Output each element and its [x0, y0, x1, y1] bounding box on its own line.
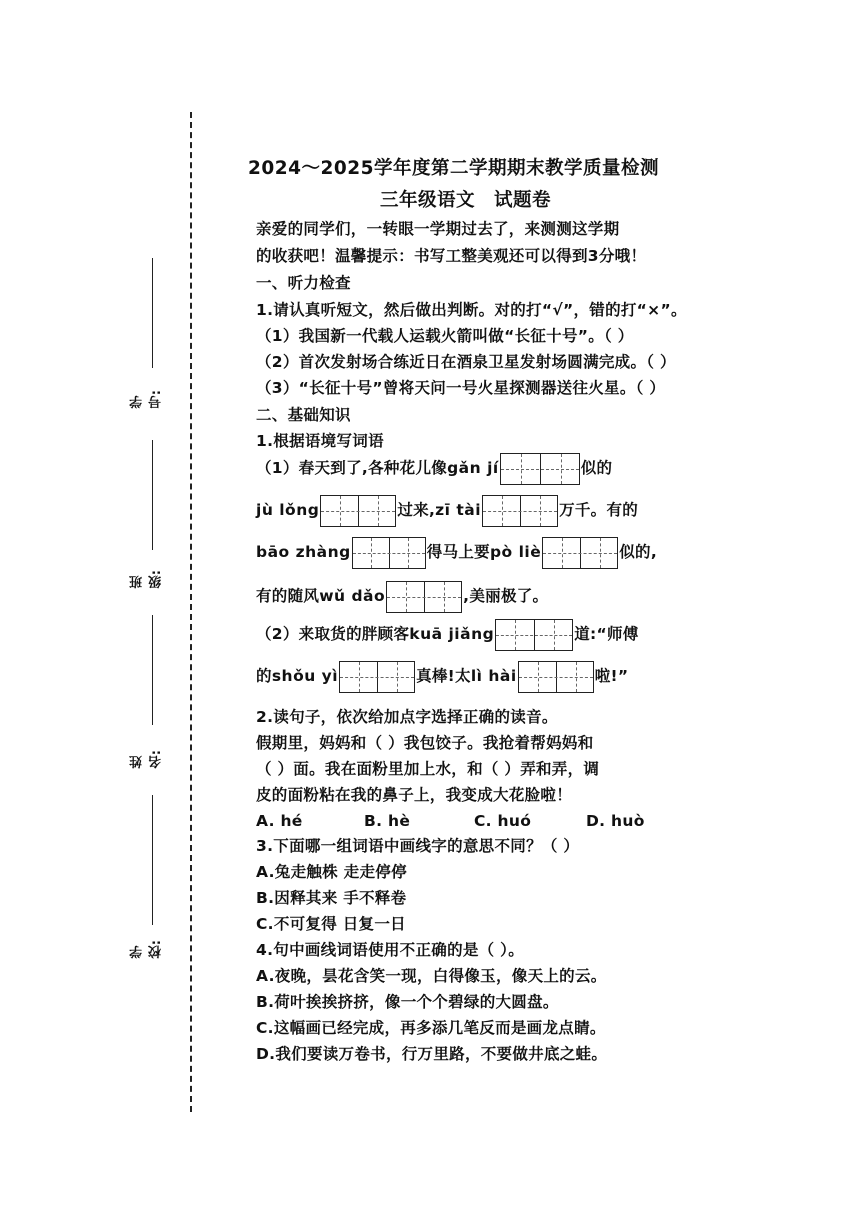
- word-line-4: [256, 580, 548, 613]
- writing-grid[interactable]: [339, 661, 415, 693]
- section-2-heading: 二、基础知识: [256, 406, 351, 424]
- writing-grid[interactable]: [352, 537, 426, 569]
- writing-grid[interactable]: [386, 581, 462, 613]
- q4-option-b: B.荷叶挨挨挤挤，像一个个碧绿的大圆盘。: [256, 993, 559, 1011]
- text: 道:“师傅: [574, 625, 639, 643]
- listening-item-2: （2）首次发射场合练近日在酒泉卫星发射场圆满完成。（ ）: [256, 353, 676, 371]
- basics-q4-title: 4.句中画线词语使用不正确的是（ ）。: [256, 941, 525, 959]
- pinyin: bāo zhàng: [256, 543, 351, 561]
- writing-grid[interactable]: [518, 661, 594, 693]
- text: 过来,: [397, 501, 436, 519]
- xuehao-blank[interactable]: [152, 258, 153, 368]
- basics-q3-title: 3.下面哪一组词语中画线字的意思不同？（ ）: [256, 837, 580, 855]
- q3-option-c: C.不可复得 日复一日: [256, 915, 406, 933]
- writing-grid[interactable]: [320, 495, 396, 527]
- text: （2）来取货的胖顾客: [256, 625, 410, 643]
- intro-line-1: 亲爱的同学们，一转眼一学期过去了，来测测这学期: [256, 220, 620, 238]
- binding-dashed-line: [190, 112, 192, 1112]
- text: 似的: [580, 459, 613, 477]
- writing-grid[interactable]: [495, 619, 573, 651]
- q3-option-b: B.因释其来 手不释卷: [256, 889, 407, 907]
- xuexiao-blank[interactable]: [152, 795, 153, 925]
- listening-q1: 1.请认真听短文，然后做出判断。对的打“√”，错的打“×”。: [256, 301, 687, 319]
- pinyin: kuā jiǎng: [409, 625, 495, 643]
- text: 的: [256, 667, 272, 685]
- intro-line-2: 的收获吧！温馨提示：书写工整美观还可以得到3分哦！: [256, 247, 647, 265]
- listening-item-3: （3）“长征十号”曾将天问一号火星探测器送往火星。（ ）: [256, 379, 666, 397]
- section-1-heading: 一、听力检查: [256, 274, 351, 292]
- banji-label: 班级:: [130, 570, 164, 589]
- exam-subtitle: 三年级语文 试题卷: [380, 190, 552, 211]
- xingming-blank[interactable]: [152, 615, 153, 725]
- q2-sentence-1: 假期里，妈妈和（ ）我包饺子。我抢着帮妈妈和: [256, 734, 594, 752]
- xuexiao-label: 学校:: [130, 940, 164, 959]
- basics-q2-title: 2.读句子，依次给加点字选择正确的读音。: [256, 708, 558, 726]
- writing-grid[interactable]: [542, 537, 618, 569]
- option-d: D. huò: [586, 812, 645, 830]
- pinyin: lì hài: [470, 667, 517, 685]
- pinyin: gǎn jí: [447, 459, 499, 477]
- text: 有的随风: [256, 587, 320, 605]
- writing-grid[interactable]: [500, 453, 580, 485]
- word-line-6: [256, 660, 628, 693]
- q4-option-c: C.这幅画已经完成，再多添几笔反而是画龙点睛。: [256, 1019, 606, 1037]
- xingming-label: 姓名:: [130, 750, 164, 769]
- q3-option-a: A.兔走触株 走走停停: [256, 863, 407, 881]
- listening-item-1: （1）我国新一代载人运载火箭叫做“长征十号”。（ ）: [256, 327, 634, 345]
- text: 似的,: [619, 543, 658, 561]
- text: ,美丽极了。: [463, 587, 549, 605]
- option-a: A. hé: [256, 812, 303, 830]
- word-line-5: [256, 618, 639, 651]
- text: 万千。有的: [559, 501, 639, 519]
- pinyin: pò liè: [489, 543, 542, 561]
- q2-sentence-2: （ ）面。我在面粉里加上水，和（ ）弄和弄，调: [256, 760, 600, 778]
- pinyin: shǒu yì: [271, 667, 339, 685]
- option-c: C. huó: [474, 812, 532, 830]
- text: 得马上要: [426, 543, 490, 561]
- pinyin: wǔ dǎo: [319, 587, 386, 605]
- text: 啦!”: [594, 667, 629, 685]
- xuehao-label: 学号:: [130, 390, 164, 409]
- writing-grid[interactable]: [482, 495, 558, 527]
- q4-option-d: D.我们要读万卷书，行万里路，不要做井底之蛙。: [256, 1045, 608, 1063]
- pinyin: jù lǒng: [256, 501, 320, 519]
- pinyin: zī tài: [435, 501, 482, 519]
- exam-title: 2024～2025学年度第二学期期末教学质量检测: [248, 158, 659, 179]
- word-line-2: [256, 494, 638, 527]
- q2-sentence-3: 皮的面粉粘在我的鼻子上，我变成大花脸啦！: [256, 786, 573, 804]
- text: （1）春天到了,各种花儿像: [256, 459, 448, 477]
- q4-option-a: A.夜晚，昙花含笑一现，白得像玉，像天上的云。: [256, 967, 607, 985]
- word-line-3: [256, 536, 657, 569]
- basics-q1-title: 1.根据语境写词语: [256, 432, 384, 450]
- banji-blank[interactable]: [152, 440, 153, 550]
- text: 真棒!太: [416, 667, 471, 685]
- option-b: B. hè: [364, 812, 411, 830]
- word-line-1: [256, 452, 612, 485]
